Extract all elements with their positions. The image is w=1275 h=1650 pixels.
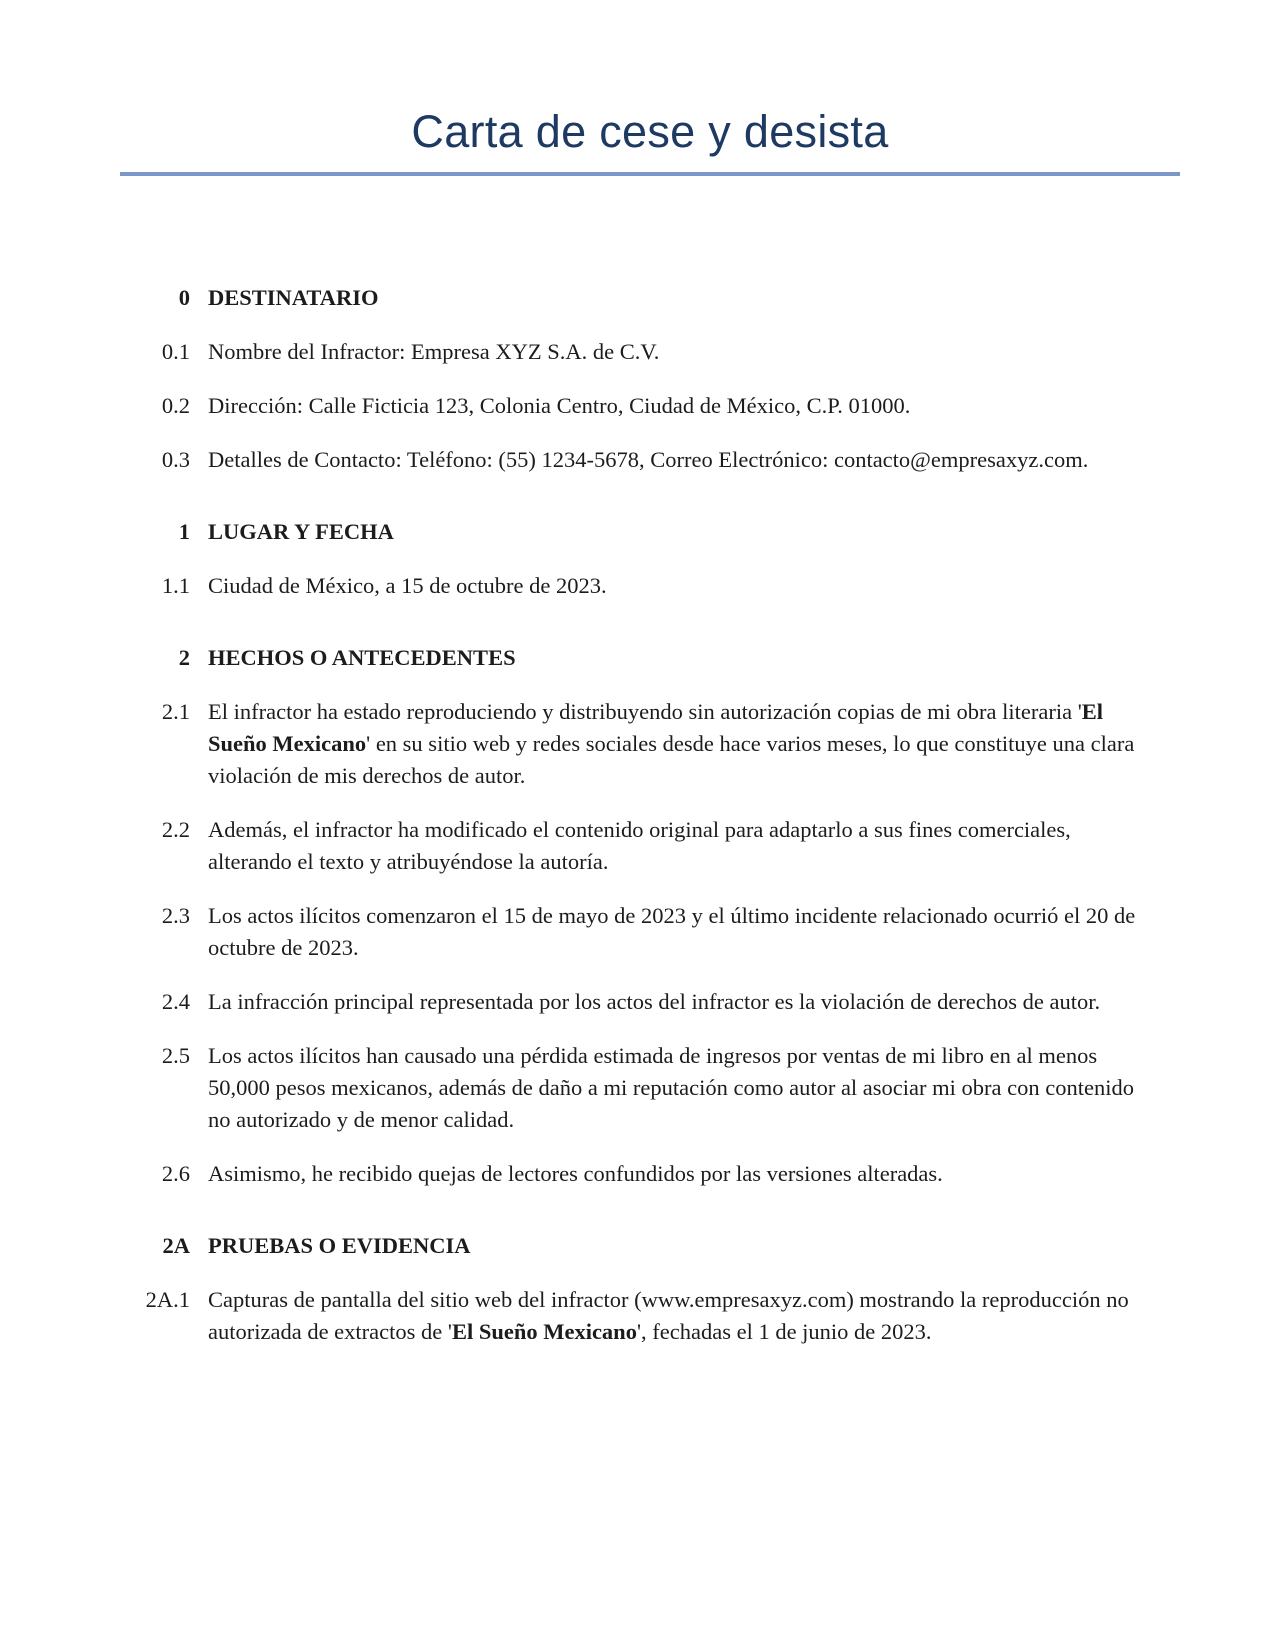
clause-row [120,444,1152,476]
clause-number: 2.5 [161,1043,190,1068]
clause-text [208,444,1152,476]
clause-number: 0.2 [161,393,190,418]
section-heading-label: LUGAR Y FECHA [208,519,394,544]
clause-number: 2.6 [161,1161,190,1186]
clause-row [120,1284,1152,1348]
clause-text-part: Ciudad de México, a 15 de octubre de 2023. [208,573,607,598]
clause-text-part: Detalles de Contacto: Teléfono: (55) 1234-5678, Correo Electrónico: contacto@empresaxyz.com. [208,447,1089,472]
clause-text [208,390,1152,422]
clause-number: 2.4 [161,989,190,1014]
section-heading-label: PRUEBAS O EVIDENCIA [208,1233,471,1258]
section-number: 1 [178,519,190,544]
clause-row [120,696,1152,792]
clause-text-part: ', fechadas el 1 de junio de 2023. [636,1319,932,1344]
clause-text [208,986,1152,1018]
clause-number: 1.1 [161,573,190,598]
clause-text-part-bold: El Sueño Mexicano [451,1319,637,1344]
clause-text-part: El infractor ha estado reproduciendo y distribuyendo sin autorización copias de mi obra literaria ' [208,699,1082,724]
clause-row [120,1158,1152,1190]
clause-number: 2A.1 [145,1287,190,1312]
section-number: 2 [178,645,190,670]
clause-text [208,336,1152,368]
clause-row [120,986,1152,1018]
section-heading-row [120,516,1152,548]
clause-row [120,900,1152,964]
clause-number: 0.1 [161,339,190,364]
clause-text-part: La infracción principal representada por los actos del infractor es la violación de derechos de autor. [208,989,1101,1014]
section-number: 2A [162,1233,190,1258]
clause-text-part: Capturas de pantalla del sitio web del infractor (www.empresaxyz.com) mostrando la reproducción no autorizada de extractos de ' [208,1287,1129,1344]
section-number: 0 [178,285,190,310]
clause-text-part: Dirección: Calle Ficticia 123, Colonia Centro, Ciudad de México, C.P. 01000. [208,393,911,418]
clause-text-part: Asimismo, he recibido quejas de lectores confundidos por las versiones alteradas. [208,1161,943,1186]
clause-text [208,1158,1152,1190]
clause-text-part: Los actos ilícitos han causado una pérdida estimada de ingresos por ventas de mi libro en al menos 50,000 pesos mexicanos, además de daño a mi reputación como autor al asociar mi obra con contenido no autorizado y de menor calidad. [208,1043,1134,1132]
section-pruebas-o-evidencia [120,1230,1152,1348]
section-heading-row [120,282,1152,314]
document-body [120,282,1152,1370]
clause-text [208,900,1152,964]
clause-number: 2.2 [161,817,190,842]
clause-row [120,1040,1152,1136]
clause-row [120,336,1152,368]
section-heading-row [120,642,1152,674]
section-hechos-o-antecedentes [120,642,1152,1190]
section-destinatario [120,282,1152,476]
clause-text [208,1040,1152,1136]
document-title-block [120,106,1180,176]
clause-number: 2.3 [161,903,190,928]
clause-text [208,570,1152,602]
clause-text [208,1284,1152,1348]
clause-row [120,390,1152,422]
clause-text [208,814,1152,878]
section-heading-label: DESTINATARIO [208,285,379,310]
clause-text [208,696,1152,792]
clause-text-part: Además, el infractor ha modificado el contenido original para adaptarlo a sus fines comerciales, alterando el texto y atribuyéndose la autoría. [208,817,1071,874]
clause-text-part: Los actos ilícitos comenzaron el 15 de mayo de 2023 y el último incidente relacionado ocurrió el 20 de octubre de 2023. [208,903,1136,960]
section-heading-row [120,1230,1152,1262]
clause-text-part-bold: El Sueño Mexicano [208,699,1104,756]
clause-number: 0.3 [161,447,190,472]
clause-row [120,814,1152,878]
clause-text-part: ' en su sitio web y redes sociales desde hace varios meses, lo que constituye una clara violación de mis derechos de autor. [208,731,1135,788]
document-title: Carta de cese y desista [411,106,889,157]
clause-number: 2.1 [161,699,190,724]
clause-row [120,570,1152,602]
clause-text-part: Nombre del Infractor: Empresa XYZ S.A. de C.V. [208,339,660,364]
section-heading-label: HECHOS O ANTECEDENTES [208,645,516,670]
section-lugar-y-fecha [120,516,1152,602]
